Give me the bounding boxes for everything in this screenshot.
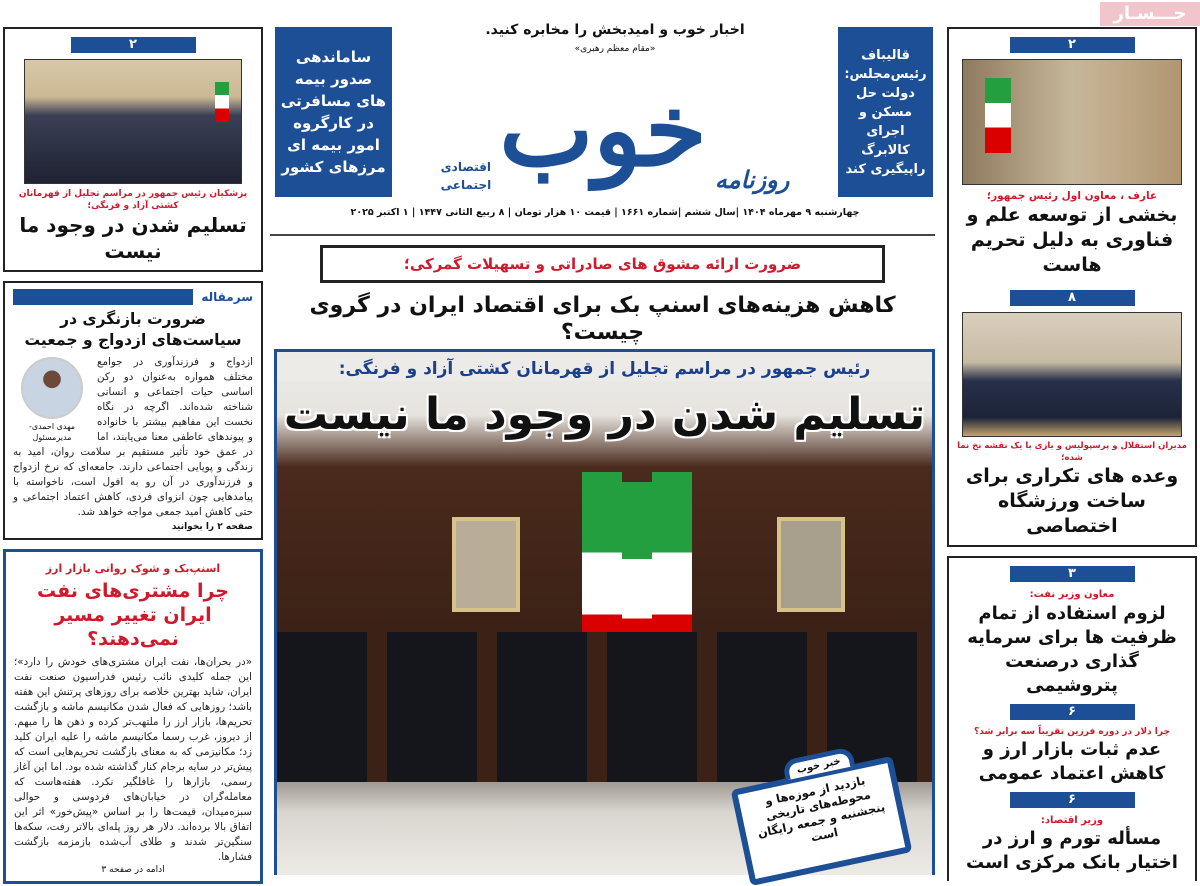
left-column xyxy=(3,27,263,884)
logo-subtitle: روزنامه xyxy=(714,166,790,194)
story-headline: چرا مشتری‌های نفت ایران تغییر مسیر نمی‌دهند؟ xyxy=(37,580,229,651)
page-number-bar: ۲ xyxy=(1010,37,1135,53)
right-teaser[interactable]: قالیباف رئیس‌مجلس: دولت حل مسکن و اجرای کالابرگ راپیگیری کند xyxy=(838,27,933,197)
story-headline[interactable]: بخشی از توسعه علم و فناوری به دلیل تحریم هاست xyxy=(966,204,1178,277)
iran-flag-icon xyxy=(985,78,1011,153)
right-column xyxy=(947,27,1197,881)
newspaper-logo: خوب xyxy=(499,71,707,189)
masthead-logo-row xyxy=(400,60,830,200)
story-kicker: پزشکیان رئیس جمهور در مراسم تجلیل از قهرمانان کشتی آزاد و فرنگی؛ xyxy=(18,189,248,212)
story-kicker: چرا دلار در دوره فرزین تقریباً سه برابر شد؟ xyxy=(974,726,1170,737)
story-headline[interactable]: عدم ثبات بازار ارز و کاهش اعتماد عمومی xyxy=(978,738,1166,784)
dateline: چهارشنبه ۹ مهرماه ۱۴۰۴ |سال ششم |شماره ۱۶۶۱ | قیمت ۱۰ هزار تومان | ۸ ربیع الثانی ۱۴۴۷ | ۱ اکتبر ۲۰۲۵ xyxy=(350,207,860,218)
masthead-divider xyxy=(270,234,935,236)
page-number-bar: ۶ xyxy=(1010,792,1135,808)
page-number-bar: ۲ xyxy=(71,37,196,53)
main-headline: تسلیم شدن در وجود ما نیست xyxy=(283,389,926,440)
story-kicker: معاون وزیر نفت: xyxy=(1029,589,1115,601)
logo-taglines xyxy=(441,160,492,192)
logo-tagline-2: اجتماعی xyxy=(440,178,492,192)
story-headline[interactable]: وعده های تکراری برای ساخت ورزشگاه اختصاصی xyxy=(965,465,1179,538)
author-block xyxy=(13,357,91,443)
left-teaser[interactable]: ساماندهی صدور بیمه های مسافرتی در کارگروه امور بیمه ای مرزهای کشور xyxy=(275,27,392,197)
masthead-quote-source: «مقام معظم رهبری» xyxy=(574,44,656,54)
story-kicker: مدیران استقلال و پرسپولیس و بازی با یک نقشه نخ نما شده؛ xyxy=(957,441,1187,463)
page-number-bar: ۸ xyxy=(1010,290,1135,306)
page-number-bar: ۶ xyxy=(1010,704,1135,720)
center-kicker: ضرورت ارائه مشوق های صادراتی و تسهیلات گمرکی؛ xyxy=(403,254,802,273)
center-headline: کاهش هزینه‌های اسنپ بک برای اقتصاد ایران در گروی چیست؟ xyxy=(309,293,896,345)
story-headline[interactable]: لزوم استفاده از تمام ظرفیت ها برای سرمایه گذاری درصنعت پتروشیمی xyxy=(967,602,1177,696)
editorial-headline: ضرورت بازنگری در سیاست‌های ازدواج و جمعیت xyxy=(24,310,242,350)
story-body: «در بحران‌ها، نفت ایران مشتری‌های خودش را دارد»؛ این جمله کلیدی نائب رئیس فدراسیون صنعت نفت ایران، شاید بهترین خلاصه برای روزهای پرتنش این هفته باشد؛ روزهایی که فعال شدن مکانیسم ماشه و بازگشت تحریم‌ها، بازار ارز را ملتهب‌تر کرده و ذهن ها را مبهم. از دیروز، غرب رسما مکانیسم ماشه را علیه ایران کلید زد؛ مکانیزمی که به معنای بازگشت تحریم‌هایی است که پیش‌تر در سایه برجام کنار گذاشته شده بود. اما این آغاز رسمی، بازارها را غافلگیر نکرد. هفته‌هاست که معامله‌گران در خیابان‌های فردوسی و حوالی سبزه‌میدان، قیمت‌ها را بر اساس «پیش‌خور» اثر این اتفاق بالا برده‌اند. دلار هر روز پله‌ای بالاتر رفت، سکه‌ها سنگین‌تر شدند و طلای آب‌شده بازمزمه بازگشت فشارها. xyxy=(14,656,252,864)
sticker-text: بازدید از موزه‌ها و محوطه‌های تاریخی پنجشنبه و جمعه رایگان است xyxy=(756,773,887,845)
editorial[interactable] xyxy=(3,281,263,540)
oil-story[interactable] xyxy=(3,549,263,884)
story-kicker: اسنپ‌بک و شوک روانی بازار ارز xyxy=(45,562,221,576)
continue-link[interactable]: ادامه در صفحه ۳ xyxy=(101,865,165,876)
story-kicker: عارف ، معاون اول رئیس جمهور؛ xyxy=(986,190,1158,202)
continue-link[interactable]: صفحه ۲ را بخوانید xyxy=(171,522,253,533)
right-bottom-box xyxy=(947,556,1197,881)
wrestlers-group-photo xyxy=(24,59,242,184)
section-row xyxy=(13,289,253,305)
section-bar xyxy=(13,289,193,305)
author-name: مهدی احمدی- مدیرمسئول xyxy=(28,422,76,443)
top-left-story[interactable] xyxy=(3,27,263,272)
story-headline[interactable]: مسأله تورم و ارز در اختیار بانک مرکزی است xyxy=(966,828,1178,874)
page-number-bar: ۳ xyxy=(1010,566,1135,582)
story-kicker: وزیر اقتصاد: xyxy=(1040,814,1104,826)
editorial-body: ازدواج و فرزندآوری در جوامع مختلف همواره به‌عنوان دو رکن اساسی حیات اجتماعی و انسانی شناخته شده‌اند. اگرچه در نگاه نخست این مفاهیم بیشتر با خانواده و پیوندهای عاطفی معنا می‌یابند، اما در عمق خود تأثیر مستقیم بر سلامت روان، امید به زندگی و پویایی اجتماعی دارند. جامعه‌ای که نرخ ازدواج و فرزندآوری در آن رو به افول است، ناخواسته با پیامدهایی چون انزوای فردی، کاهش اعتماد اجتماعی و حتی کاهش امید جمعی مواجه خواهد شد. xyxy=(13,356,253,519)
aref-photo[interactable] xyxy=(962,59,1182,185)
masthead-quote: اخبار خوب و امیدبخش را مخابره کنید. xyxy=(485,22,745,38)
football-managers-photo[interactable] xyxy=(962,312,1182,437)
story-headline: تسلیم شدن در وجود ما نیست xyxy=(19,213,247,264)
main-kicker: رئیس جمهور در مراسم تجلیل از قهرمانان کشتی آزاد و فرنگی: xyxy=(277,358,932,381)
center-kicker-box xyxy=(320,245,885,283)
author-avatar xyxy=(21,357,83,419)
section-label: سرمقاله xyxy=(201,290,253,305)
portrait-frame-left xyxy=(452,517,520,612)
portrait-frame-right xyxy=(777,517,845,612)
watermark: جـــسـار xyxy=(1100,2,1200,26)
iran-flag-icon xyxy=(215,82,229,122)
sticker-label: خبر خوب xyxy=(782,746,855,780)
main-story[interactable] xyxy=(274,349,935,875)
logo-tagline: اقتصادی xyxy=(440,160,492,174)
right-top-box xyxy=(947,27,1197,547)
